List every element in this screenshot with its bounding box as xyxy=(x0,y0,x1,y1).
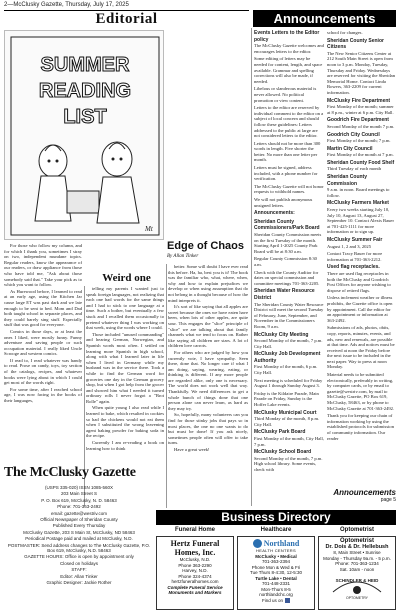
funeral-home-ad xyxy=(156,536,234,610)
announcement-text: First Monday of the month, 6 p.m. City Hall. xyxy=(254,364,318,376)
masthead-line: Periodical Postage paid and mailed at McClusky, N.D. xyxy=(25,536,133,542)
announcement-text: First Monday of the month; summer at 8 p.m., winter at 6 p.m. City Hall. xyxy=(327,104,394,115)
masthead-line: Phone: 701-363-2492 xyxy=(57,504,101,510)
cartoon-text-line3: LIST xyxy=(63,106,107,128)
announcement-item xyxy=(254,429,324,447)
paragraph: Those included "unused commanding" and hearing German, Norwegian, and Spanish words most often. I settled on learning more Spanish in high school, along with what I learned later in life when I lived in Germany while my husband was in the service there. Took a while to find the German word for groceries one day in the German grocery shop, but when I got help from the grocer and showed him what I needed it turned ordinary rolls I never forgot a "Brot Rolle" again. xyxy=(86,331,164,404)
cartoon-drawing xyxy=(5,31,164,240)
editorial-text-column-1 xyxy=(4,243,82,463)
announcement-text: The McClusky Gazette will not honor requests to withhold names. xyxy=(254,183,324,195)
announcement-text: First Monday of the month, City Hall, 7 p.m. xyxy=(254,436,324,447)
announcement-item xyxy=(254,105,324,139)
announcement-heading: McClusky Summer Fair xyxy=(327,237,383,243)
announcement-heading: Sheridan County Senior Citizens xyxy=(327,37,384,51)
cartoon-signature: Mt xyxy=(145,225,153,233)
optometrist-title: Optometrist xyxy=(339,538,374,544)
announcement-text: Thank you for keeping our chain of information working by using the established protocols for submission of community information. Our reader xyxy=(327,413,394,441)
column-title: Edge of Chaos xyxy=(167,240,245,252)
healthcare-line: 701-448-2331 xyxy=(261,581,291,586)
healthcare-line: Mon-Thurs 8-5 xyxy=(261,586,291,592)
funeral-line: hertzfuneralhomes.com xyxy=(171,579,219,584)
announcement-text: Submissions of ads, photos, obits, copy, reports, minutes, events, and ads, new and renewals, are possible at that time. Ads and notices must be received at noon the Friday before the next issue to be included in the next paper. Way to press at noon Monday. xyxy=(327,325,395,370)
optometrist-line: Monday - Thursday 9a.m. - 5 p.m. xyxy=(323,555,391,561)
announcement-item xyxy=(327,372,396,411)
healthcare-line: Tue Thurs 8-4:30, 12-5:30 xyxy=(249,570,303,575)
paragraph: So, hopefully, many volunteers can you find for those stinky jobs that pays so in most places, the one no one wants to do but must be done! If you ask nicely, sometimes people often will offer to take turns. xyxy=(168,412,248,446)
masthead-line: 203 Main Street S xyxy=(60,491,98,497)
announcement-item xyxy=(327,251,396,262)
paragraph: For those who follow my column, and for which I thank you, sometimes I stray on two, independent mundane topics. Regular readers, know the appearance of our readers, or draw appliance from those who have told me, "Ask about those somebody said that." Take your pick as to which you want to follow. xyxy=(4,243,82,288)
masthead-line: email: gazette@westriv.com xyxy=(50,510,107,516)
announcement-item xyxy=(254,288,324,329)
announcement-text: 9 a.m. in noon. Board meetings to follow. xyxy=(327,187,390,198)
paragraph: telling my parents I wanted just to speak foreign languages, not realizing that each one had words for the same things and I had to stick to one language at a time. Such a bother, but eventually a few stuck and I recalled them occasionally to pretend whatever thing I was working on that week, using the words where I could. xyxy=(86,286,164,331)
paragraph: As Hurewood before, I learned to read at an early age, using the Kitchen Jar cause large ET was past dark and we late enough to be sent to bed. Mom and Dad both taught school in separate places, and they could barely sing stuff. Especially stuff that was good for everyone. xyxy=(4,288,82,328)
masthead-line: Official Newspaper of Sheridan County xyxy=(40,517,118,523)
announcement-text: Regular County Commission 8:30 a.m. xyxy=(254,256,317,267)
announcement-text: Second Monday of the month, 7 p.m. High school library. Some events, check with xyxy=(254,455,323,472)
announcement-item xyxy=(327,38,396,96)
announcement-heading: Martin City Council xyxy=(327,145,373,152)
healthcare-ad xyxy=(237,536,315,610)
healthcare-category: Healthcare xyxy=(260,527,292,533)
healthcare-social-text: Find us on xyxy=(261,597,283,603)
announcement-item xyxy=(254,30,324,54)
funeral-name-1: Hertz Funeral xyxy=(170,539,220,548)
masthead-line: P. O. Box 619, McClusky, N. D. 58463 xyxy=(41,497,117,503)
healthcare-line: Phone Mon & Wed & Fri xyxy=(251,564,301,570)
announcement-item xyxy=(254,449,324,472)
announcement-item xyxy=(254,86,324,103)
announcement-text: school for changes. xyxy=(327,30,363,35)
announcement-item xyxy=(327,117,396,129)
announcement-heading: McClusky School Board xyxy=(254,449,312,456)
announcements-heading: Announcements xyxy=(253,10,396,27)
editorial-heading: Editorial xyxy=(4,10,249,27)
paragraph: better. Some will doubt I have ever read this before. Ha, ha, best you is it! The book was the familiar who, what, where, when, why and how to explain prejudices we develop or when using assumption that do not belong in a thought because of how the mind interprets it. xyxy=(168,264,248,303)
optometrist-category: Optometrist xyxy=(339,527,374,533)
announcement-text: Libelous or slanderous material is never allowed. No political promotion or view content. xyxy=(254,86,317,103)
announcement-text: Letters should not be more than 300 words in length. Five shorter the better. No more than one letter per month. xyxy=(254,140,321,163)
announcement-heading: Announcements: xyxy=(254,210,295,217)
announcement-item xyxy=(254,197,324,208)
paragraph: Currently I am re-reading a book on learning how to think xyxy=(86,440,164,451)
masthead xyxy=(4,465,154,587)
funeral-name-2: Homes, Inc. xyxy=(174,548,216,557)
cartoon-text-line2: READING xyxy=(38,80,132,102)
announcement-text: We will not publish anonymous unsigned letters. xyxy=(254,197,313,208)
paragraph: When quite young I also read while I learned to bake, which resulted in cookies so had the chickens would not eat them when I substituted the wrong leavening agent baking powder for baking soda in the recipe. xyxy=(86,405,164,439)
funeral-tag-2: Monuments and Markers xyxy=(168,590,222,595)
optometrist-ad xyxy=(318,536,396,610)
announcement-item xyxy=(327,132,396,144)
announcements-column-2 xyxy=(327,30,396,486)
announcement-text: Unless inclement weather or illness prohibits, the Gazette office is open by appointment. Call the editor for an appointment or information at 363-2492. xyxy=(327,295,393,323)
announcement-text: The New Senior Citizens Center at 212 South Main Street is open from noon to 3 p.m. Monday, Tuesday, Thursday and Friday. Wednesdays are reserved for visiting the Sheridan Memorial Home. Contact Linda Bowers, 363-2209 for current information. xyxy=(327,50,395,95)
announcement-heading: McClusky City Meeting xyxy=(254,331,309,338)
healthcare-line: 701-363-2394 xyxy=(261,559,291,564)
announcements-continued-page: page 5 xyxy=(380,497,396,503)
announcement-item xyxy=(254,219,324,255)
funeral-line: Phone 324-4374 xyxy=(178,573,212,579)
announcement-item xyxy=(327,30,396,36)
announcement-item xyxy=(327,174,396,198)
announcement-heading: Sheridan County Commissioners/Park Board xyxy=(254,218,320,232)
optometrist-name: Dr. Dois & Dr. Hellebush xyxy=(325,543,389,550)
funeral-tag-1: Complete Funeral Service xyxy=(167,584,223,590)
announcement-heading: Sheridan County Commission xyxy=(327,174,368,187)
announcement-text: First Monday of the month; 7 p.m. xyxy=(327,138,391,144)
announcement-text: Next meeting is scheduled for Friday August 1 through Sunday August 3. xyxy=(254,377,323,389)
masthead-line: Graphic Designer: Jackie Rother xyxy=(46,580,112,586)
announcements-continued xyxy=(323,488,396,503)
masthead-line: McClusky Gazette, 203 S Main St, McClusky, ND 58463 xyxy=(23,529,135,535)
announcement-item xyxy=(327,325,396,370)
optometrist-brand: SCHINDLER & HEID xyxy=(335,578,379,583)
announcement-item xyxy=(254,332,324,350)
healthcare-name: Northland xyxy=(263,539,300,548)
announcement-heading: Used flag receptacles. xyxy=(327,264,380,271)
announcement-item xyxy=(254,391,324,408)
announcement-text: Second Monday of the month, 7 p.m. City Hall. xyxy=(254,338,323,349)
announcement-text: Second Monday of the month 7 p.m. xyxy=(327,123,395,129)
announcement-text: There are used flag receptacles in both the McClusky and Goodrich Post Offices for anyone wishing to dispose of retired flags. xyxy=(327,270,391,293)
paragraph: It's sort of like saying that all apples are sweet because the ones we have eaten have been, when lots of other apples, are quite sour. This engages the "slice" principle of "slice" we are talking about that family channels what we tend to focus on. Rather like saying all children are stars. A lot of children love carrots. xyxy=(168,304,248,349)
column-subheading: Weird one xyxy=(102,272,151,284)
announcement-item xyxy=(327,295,396,323)
healthcare-line: northlandchc.org xyxy=(259,592,293,597)
paragraph: For some time, after I reached school age, I was now facing in the books of their languages, xyxy=(4,386,82,404)
paragraph: Have a great week! xyxy=(174,447,210,452)
announcement-heading: Sheridan Water Resource District xyxy=(254,288,315,301)
announcement-heading: Events Letters to the Editor policy xyxy=(254,30,320,43)
announcements-continued-title: Announcements xyxy=(333,488,396,497)
announcement-text: Third Monday of the month, 8 p.m. City Hall. xyxy=(254,416,320,427)
page-header-text: 2—McClusky Gazette, Thursday, July 17, 2025 xyxy=(4,2,129,8)
announcement-text: Letters to the editor are reserved by individual comment to the editor on a subject of local concern and should follow these guidelines: Letters addressed to the public at large are not considered letters to the editor. xyxy=(254,105,324,139)
announcement-item xyxy=(254,210,324,217)
facebook-icon xyxy=(285,598,290,603)
announcement-item xyxy=(254,378,324,389)
announcement-text: First Monday of the month at 7 p.m. xyxy=(327,152,394,158)
announcement-heading: Goodrich Fire Department xyxy=(327,117,389,124)
announcement-item xyxy=(327,413,396,441)
masthead-title: The McClusky Gazette xyxy=(4,465,136,480)
announcement-text: Sheridan County Commission meets on the first Tuesday of the month. Starting April 1-2025 County Park Board will be at 8:30 a.m. xyxy=(254,232,322,254)
funeral-line: Phone 363-2290 xyxy=(178,562,212,568)
announcement-item xyxy=(254,141,324,163)
announcement-text: August 1, 2 and 3, 2025 xyxy=(327,243,372,249)
paragraph: Comics in those days, or at least the ones I liked, were mostly funny. Funny adventure and saving people or such occupation material. I really liked Uncle Scrooge and western comics. xyxy=(4,328,82,357)
announcement-item xyxy=(254,270,324,287)
healthcare-line: McClusky • Medical xyxy=(255,553,297,559)
masthead-line: POSTMASTER: Send address changes to The McClusky Gazette, P.O. Box 619, McClusky, N.D. 58463 xyxy=(7,542,151,554)
announcement-text: Material needs to be submitted electronically, preferably in writing, by computer cards, or by email to gazette@westriv.com, by mail to McClusky Gazette, PO Box 619, McClusky, 58463, or by phone to McClusky Gazette at 701-363-2492. xyxy=(327,372,395,411)
announcement-item xyxy=(254,165,324,182)
masthead-info xyxy=(4,485,154,586)
healthcare-line: Turtle Lake • Dental xyxy=(255,575,297,581)
masthead-line: Closed on holidays xyxy=(59,560,99,566)
announcement-item xyxy=(254,184,324,195)
announcement-item xyxy=(254,410,324,428)
announcement-heading: McClusky Job Development Authority xyxy=(254,351,321,364)
column-byline: By Allan Tinker xyxy=(167,254,199,259)
eye-logo-icon xyxy=(327,572,387,600)
optometrist-line: Phone: 701-363-1234 xyxy=(335,561,379,566)
funeral-line: Harvey, N.D. xyxy=(182,568,208,573)
masthead-line: Editor: Allan Tinker xyxy=(60,573,98,579)
announcement-item xyxy=(327,160,396,172)
announcement-text: Letters must be signed, address included, with a phone number for verification. xyxy=(254,165,318,182)
masthead-line: Published Every Thursday xyxy=(52,523,106,529)
business-directory-heading: Business Directory xyxy=(156,510,396,525)
announcement-item xyxy=(327,146,396,158)
announcement-item xyxy=(327,200,396,235)
announcement-text: Third Tuesday of each month xyxy=(327,166,382,172)
optometrist-line: 8, Main Street • Sunrise xyxy=(333,550,381,555)
funeral-line: McClusky, N.D. xyxy=(179,557,211,562)
healthcare-sub: HEALTH CENTERS xyxy=(256,548,296,553)
announcement-heading: McClusky Fire Department xyxy=(327,97,391,104)
editorial-cartoon xyxy=(4,30,164,240)
announcement-text: Contact Tracy Bauer for more information at 701-363-2212. xyxy=(327,251,383,262)
masthead-line: (USPS 335-020) ISSN 1085-560X xyxy=(44,485,114,490)
announcement-text: The McClusky Gazette welcomes and encourages letters to the editor. xyxy=(254,43,324,54)
announcement-item xyxy=(254,56,324,84)
announcement-text: Every two weeks starting July 10, July 10, August 13, August 27, September 10. Contact Alexis Bauer at 701-425-1111 for more information or to sign up. xyxy=(327,207,394,235)
announcement-item xyxy=(327,98,396,116)
announcement-heading: Goodrich City Council xyxy=(327,131,380,138)
paragraph: If read to, I read whatever was handy to read. Prose on candy, toys, toy section of the catalogs, recipes, and whatever books were lying about in which I could get most of the words right. xyxy=(4,357,82,386)
announcement-heading: McClusky Municipal Court xyxy=(254,409,317,416)
masthead-line: STAFF: xyxy=(71,567,87,573)
announcement-text: Some editing of letters may be needed for content, length, and space available. Grammar and spelling corrections will also be made, if needed. xyxy=(254,56,323,84)
announcement-heading: McClusky Farmers Market xyxy=(327,200,389,207)
announcement-heading: Sheridan County Food Shelf xyxy=(327,159,395,166)
announcement-item xyxy=(254,256,324,267)
paragraph: For others who are judged by how you currently vote, I have sympathy. Seen there, done that. No longer care if what I am doing, saying, wearing, eating, or thinking is different. If any more people are regarded alike, only one is necessary. The world does not work well that way. Thankfully. We need differences to get a whole bunch of things done that one person alone can never learn, as hard as they may try. xyxy=(168,349,248,411)
editorial-text-column-3 xyxy=(168,264,248,508)
funeral-category: Funeral Home xyxy=(174,527,215,533)
northland-logo-icon xyxy=(253,539,262,548)
announcement-heading: McClusky Park Board xyxy=(254,429,306,436)
optometrist-line: Sat. 10am - noon xyxy=(339,566,375,572)
announcement-item xyxy=(254,351,324,375)
cartoon-text-line1: SUMMER xyxy=(40,54,130,76)
masthead-line: GAZETTE HOURS: Office is open by appointment only xyxy=(24,554,134,560)
announcements-column-1 xyxy=(254,30,324,508)
announcement-text: Check with the County Auditor for dates on special commission and committee meetings 701-363-2205. xyxy=(254,269,320,286)
announcement-item xyxy=(327,264,396,293)
announcement-text: The Sheridan County Water Resource District will meet the second Tuesday of February, June, September, and November in the Commissioners Room, 9 a.m. xyxy=(254,301,324,329)
optometrist-brand-sub: OPTOMETRY xyxy=(345,596,369,600)
announcement-item xyxy=(327,237,396,249)
announcement-text: Friday is the Kildaire Parade, Main Parade on Friday, Sunday is the Hoffer Lake events. xyxy=(254,390,319,408)
